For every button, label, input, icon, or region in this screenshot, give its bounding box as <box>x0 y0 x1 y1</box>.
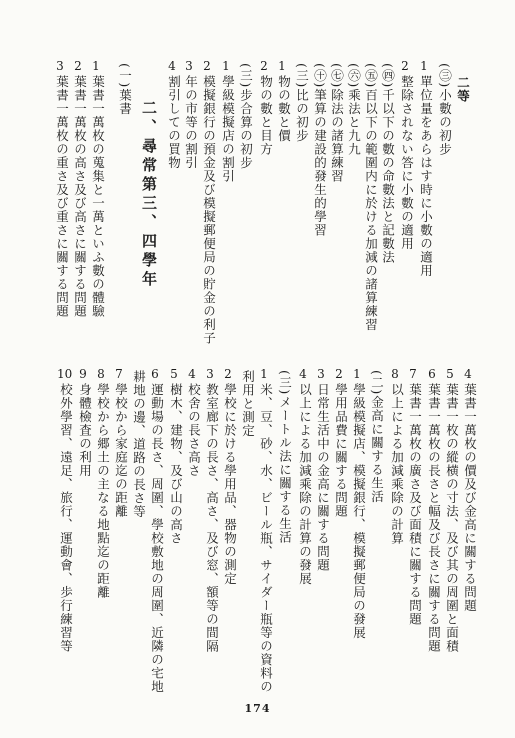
section-heading: (一)葉書 <box>117 63 133 116</box>
section-heading: (三)比の初步 <box>294 63 310 143</box>
list-item: 單位量をあらはす時に小數の適用 <box>418 75 434 278</box>
item-number: 3 <box>317 367 325 381</box>
list-item: 學級模擬店の割引 <box>220 75 236 183</box>
list-item: 教室廊下の長さ、高さ、及び窓、額等の間隔 <box>204 383 220 653</box>
item-number: 1 <box>222 59 230 73</box>
list-item: 葉書一萬枚の廣さ及び面積に關する問題 <box>407 383 423 626</box>
list-item: 學用品費に關する問題 <box>333 383 349 518</box>
list-item: 學校から家庭迄の距離 <box>113 383 129 518</box>
item-number: 9 <box>79 367 87 381</box>
list-item: 樹木、建物、及び山の高さ <box>168 383 184 545</box>
item-number: 3 <box>56 59 64 73</box>
item-number: 1 <box>92 59 100 73</box>
item-number: 4 <box>188 367 196 381</box>
item-number: 6 <box>428 367 436 381</box>
item-number: 6 <box>151 367 159 381</box>
list-item-continuation: 耕地の邊、道路の長さ等 <box>131 370 147 519</box>
list-item: 以上による加減乘除の計算 <box>389 383 405 545</box>
list-item: 整除されない答に小數の適用 <box>399 75 415 251</box>
item-number: 8 <box>391 367 399 381</box>
item-number: 3 <box>206 367 214 381</box>
section-heading: (㊂)小數の初步 <box>437 63 453 156</box>
list-item: 物の數と價 <box>276 75 292 143</box>
item-number: 7 <box>409 367 417 381</box>
section-heading: (㊄)百以下の範圍内に於ける加減の諸算練習 <box>363 63 379 332</box>
item-number: 1 <box>420 59 428 73</box>
list-item: 校舍の長さ高さ <box>186 383 202 478</box>
list-item: 米、豆、砂、水、ビール瓶、サイダー瓶等の資料の <box>258 383 274 694</box>
item-number: 2 <box>203 59 211 73</box>
section-heading: (㊅)乘法と九九 <box>346 63 362 156</box>
list-item: 學級模擬店、模擬銀行、模擬郵便局の發展 <box>351 383 367 640</box>
section-heading: (三)步合算の初步 <box>238 63 254 170</box>
list-item-continuation: 利用と測定 <box>240 370 256 438</box>
item-number: 4 <box>464 367 472 381</box>
list-item: 葉書一萬枚の價及び金高に關する問題 <box>462 383 478 613</box>
list-item: 運動場の長さ、周圍、學校敷地の周圍、近隣の宅地 <box>149 383 165 694</box>
list-item: 日常生活中の金高に關する問題 <box>315 383 331 572</box>
item-number: 1 <box>353 367 361 381</box>
section-heading: (三)メートル法に關する生活 <box>277 370 293 544</box>
page-number: 174 <box>244 702 271 715</box>
section-heading: (二)金高に關する生活 <box>369 370 385 504</box>
chapter-heading: 二、尋常第三、四學年 <box>140 100 158 290</box>
item-number: 1 <box>278 59 286 73</box>
item-number: 7 <box>115 367 123 381</box>
item-number: 2 <box>260 59 268 73</box>
section-heading: (㊆)除法の諸算練習 <box>329 63 345 183</box>
item-number: 5 <box>446 367 454 381</box>
list-item: 葉書一萬枚の蒐集と一萬といふ數の體驗 <box>90 75 106 318</box>
list-item: 葉書一萬枚の高さ及び高さに關する問題 <box>72 75 88 318</box>
item-number: 10 <box>57 367 73 381</box>
list-item: 以上による加減乘除の計算の發展 <box>297 383 313 586</box>
item-number: 4 <box>168 59 176 73</box>
item-number: 4 <box>299 367 307 381</box>
item-number: 1 <box>260 367 268 381</box>
list-item: 學校から郷土の主なる地點迄の距離 <box>95 383 111 599</box>
list-item: 學校に於ける學用品、器物の測定 <box>222 383 238 586</box>
item-number: 2 <box>401 59 409 73</box>
section-heading: (㊃)千以下の數の命數法と記數法 <box>380 63 396 264</box>
list-item: 模擬銀行の預金及び模擬郵便局の貯金の利子 <box>201 75 217 345</box>
section-heading: (㊉)筆算の建設的發生的學習 <box>312 63 328 237</box>
list-item: 校外學習、遠足、旅行、運動會、歩行練習等 <box>58 383 74 653</box>
list-item: 割引しての買物 <box>166 75 182 170</box>
grade-heading: 二等 <box>455 76 471 103</box>
list-item: 葉書一萬枚の重さ及び重さに關する問題 <box>54 75 70 318</box>
item-number: 5 <box>170 367 178 381</box>
list-item: 物の數と目方 <box>258 75 274 156</box>
item-number: 2 <box>74 59 82 73</box>
list-item: 葉書一萬枚の長さと幅及び長さに關する問題 <box>426 383 442 653</box>
item-number: 2 <box>335 367 343 381</box>
item-number: 2 <box>224 367 232 381</box>
list-item: 年の市等の割引 <box>183 75 199 170</box>
list-item: 身體檢査の利用 <box>77 383 93 478</box>
item-number: 3 <box>185 59 193 73</box>
list-item: 葉書一枚の縱横の寸法、及び其の周圍と面積 <box>444 383 460 653</box>
item-number: 8 <box>97 367 105 381</box>
